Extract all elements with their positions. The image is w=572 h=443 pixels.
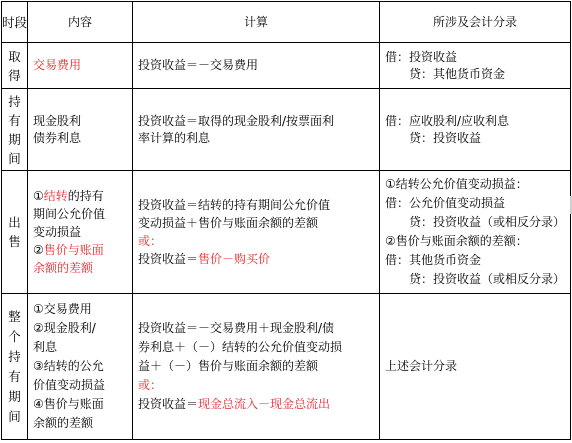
header-entries	[380, 2, 571, 43]
period-char: 期	[8, 388, 21, 404]
calc-sale	[133, 171, 380, 294]
period-holding	[2, 89, 28, 171]
calc-line: 益＋（－）售价与账面余额的差额	[138, 359, 319, 373]
content-line: ③结转的公允	[33, 359, 104, 373]
entry-line: 上述会计分录	[385, 359, 458, 373]
content-line: 债券利息	[33, 130, 82, 145]
period-char: 有	[8, 112, 21, 128]
content-acquire	[28, 43, 133, 89]
content-line: 余额的差额	[33, 416, 94, 430]
content-whole	[28, 294, 133, 440]
period-char: 售	[8, 234, 21, 249]
calc-line: 率计算的利息	[138, 130, 211, 145]
calc-line	[138, 395, 374, 414]
entry-line: 贷：其他货币资金	[409, 66, 506, 81]
calc-holding	[133, 89, 380, 171]
entry-line: 借：其他货币资金	[385, 253, 482, 267]
period-char: 期	[8, 131, 21, 147]
entry-line: ②售价与账面余额的差额：	[385, 234, 528, 248]
row-holding	[2, 89, 571, 171]
content-line: ①交易费用	[33, 302, 92, 316]
calc-line	[138, 250, 374, 268]
calc-or: 或：	[138, 378, 163, 392]
period-char: 间	[8, 408, 21, 424]
accounting-table	[1, 1, 571, 440]
calc-prefix: 投资收益＝	[138, 397, 199, 411]
content-line: 交易费用	[33, 58, 82, 72]
period-acquire	[2, 43, 28, 89]
content-line: 价值变动损益	[33, 378, 106, 392]
header-content	[28, 2, 133, 43]
row-acquire	[2, 43, 571, 89]
entries-holding	[380, 89, 571, 171]
period-char: 得	[8, 67, 21, 83]
header-entries-text: 所涉及会计分录	[432, 14, 517, 29]
content-line: 变动损益	[33, 225, 82, 239]
content-red-text: 结转	[43, 189, 68, 203]
content-sale	[28, 171, 133, 294]
period-char: 持	[8, 348, 21, 364]
calc-line: 投资收益＝结转的持有期间公允价值	[138, 198, 331, 212]
content-line: ④售价与账面	[33, 397, 104, 411]
calc-line: 投资收益＝取得的现金股利/按票面利	[138, 113, 335, 128]
calc-line: 变动损益＋售价与账面余额的差额	[138, 216, 319, 230]
entry-line: 贷：投资收益	[409, 130, 482, 145]
header-period	[2, 2, 28, 43]
item-number: ①	[33, 189, 44, 203]
period-char: 间	[8, 150, 21, 166]
content-line: 利息	[33, 340, 58, 354]
calc-prefix: 投资收益＝	[138, 252, 199, 266]
entry-line: 贷：投资收益（或相反分录）	[409, 272, 566, 286]
entries-sale	[380, 171, 571, 294]
calc-line: 投资收益＝－交易费用	[138, 58, 259, 72]
period-char: 出	[8, 215, 21, 230]
entry-line: 借：公允价值变动损益	[385, 196, 506, 210]
entry-line: 贷：投资收益（或相反分录）	[409, 215, 566, 229]
header-period-text: 时段	[2, 14, 28, 30]
content-holding	[28, 89, 133, 171]
content-text: 的持有	[67, 189, 104, 203]
entry-line: 借：投资收益	[385, 49, 458, 64]
row-whole-period	[2, 294, 571, 440]
period-char: 持	[8, 93, 21, 109]
entries-whole	[380, 294, 571, 440]
content-line: 现金股利	[33, 113, 82, 128]
calc-or: 或：	[138, 234, 163, 248]
header-calc	[133, 2, 380, 43]
period-char: 有	[8, 368, 21, 384]
header-row	[2, 2, 571, 43]
content-line	[33, 187, 127, 205]
period-char: 整	[8, 308, 21, 324]
period-sale	[2, 171, 28, 294]
entry-line: 借：应收股利/应收利息	[385, 113, 510, 128]
entries-acquire	[380, 43, 571, 89]
calc-red-text: 现金总流入－现金总流出	[198, 397, 331, 411]
calc-whole	[133, 294, 380, 440]
period-whole	[2, 294, 28, 440]
header-content-text: 内容	[67, 14, 92, 29]
calc-line: 券利息＋（－）结转的公允价值变动损	[138, 340, 343, 354]
calc-acquire	[133, 43, 380, 89]
content-line: 余额的差额	[33, 261, 94, 275]
content-line: ②现金股利/	[33, 321, 96, 335]
period-char: 个	[8, 328, 21, 344]
calc-line: 投资收益＝－交易费用＋现金股利/债	[138, 321, 335, 335]
item-number: ②	[33, 243, 44, 257]
content-line	[33, 241, 127, 259]
entry-line: ①结转公允价值变动损益：	[385, 177, 528, 191]
header-calc-text: 计算	[243, 14, 268, 29]
row-sale	[2, 171, 571, 294]
period-char: 取	[8, 48, 21, 64]
content-red-text: 售价与账面	[43, 243, 104, 257]
calc-red-text: 售价－购买价	[198, 252, 271, 266]
content-line: 期间公允价值	[33, 207, 106, 221]
